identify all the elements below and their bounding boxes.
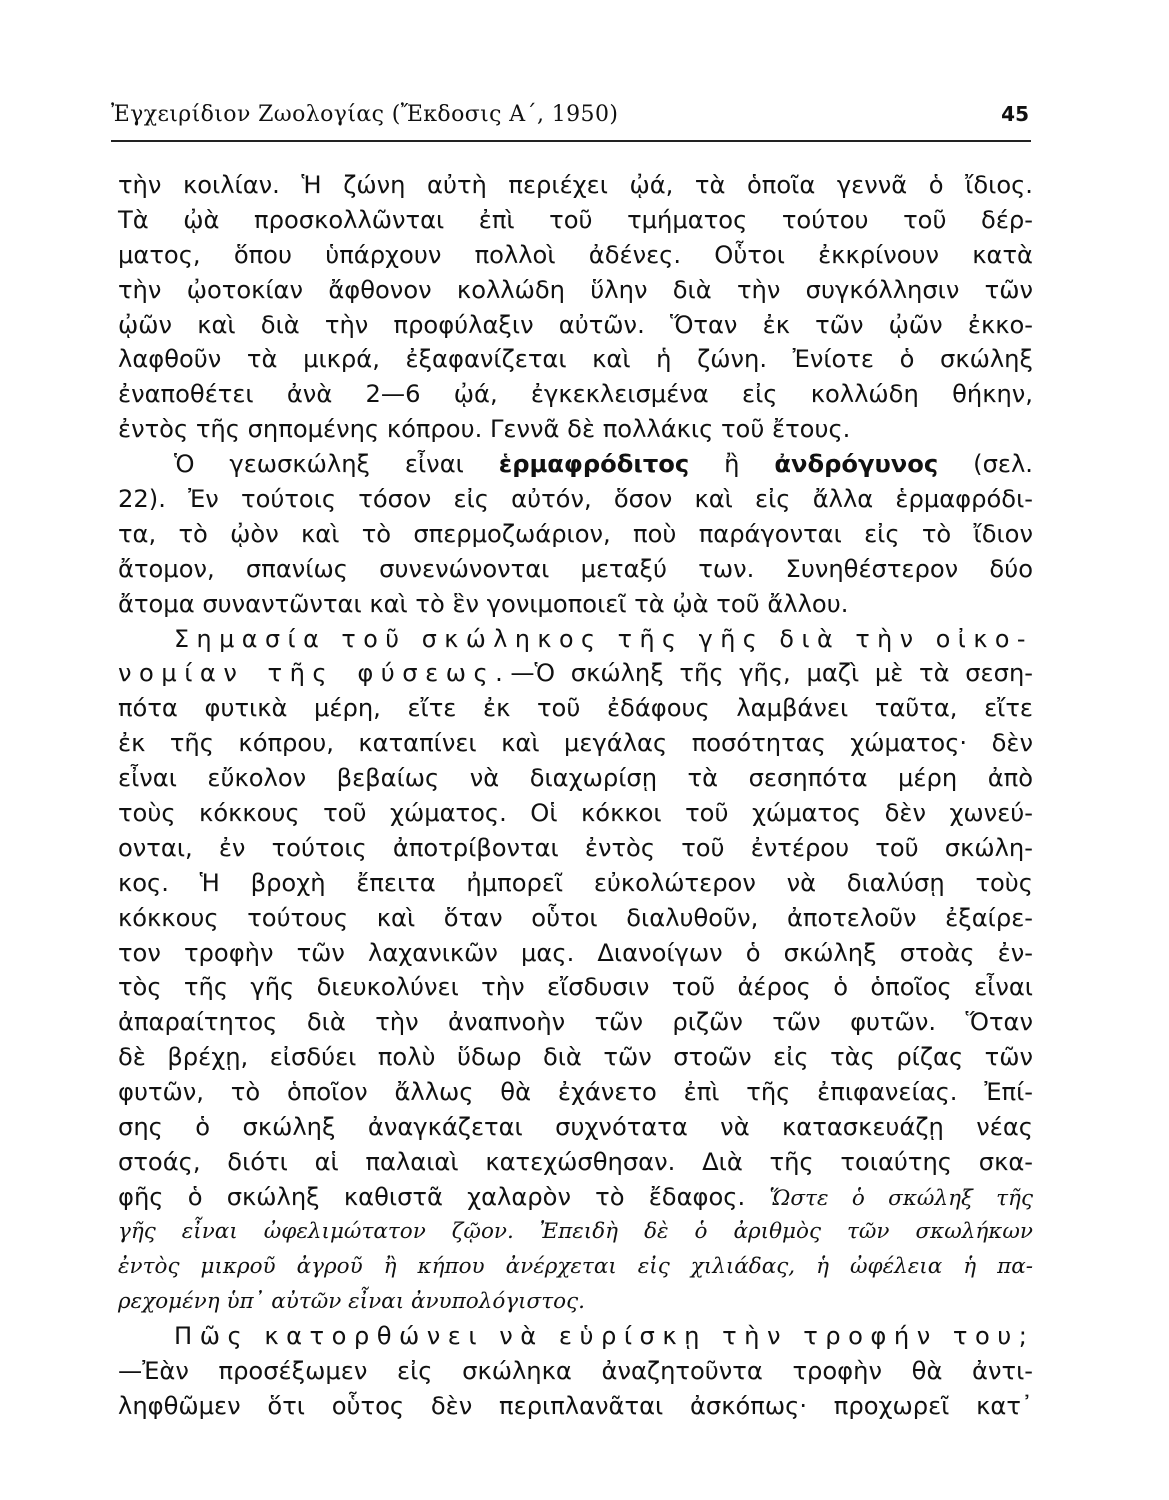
text-line: 22). Ἐν τούτοις τόσον εἰς αὐτόν, ὅσον καὶ εἰς ἄλλα ἑρμαφρόδι- <box>118 485 1033 514</box>
italic-line: ἐντὸς μικροῦ ἀγροῦ ἢ κήπου ἀνέρχεται εἰς χιλιάδας, ἡ ὠφέλεια ἡ πα- <box>118 1253 1033 1279</box>
text-line: ἀπαραίτητος διὰ τὴν ἀναπνοὴν τῶν ριζῶν τῶν φυτῶν. Ὅταν <box>118 1008 1033 1037</box>
text-run: —Ὁ σκώληξ τῆς γῆς, μαζὶ μὲ τὰ σεση- <box>510 659 1034 688</box>
running-title: Ἐγχειρίδιον Ζωολογίας (Ἔκδοσις Α΄, 1950) <box>111 102 619 127</box>
text-line: ἐναποθέτει ἀνὰ 2—6 ᾠά, ἐγκεκλεισμένα εἰς κολλώδη θήκην, <box>118 380 1033 409</box>
text-line: ᾠῶν καὶ διὰ τὴν προφύλαξιν αὐτῶν. Ὅταν ἐκ τῶν ᾠῶν ἐκκο- <box>118 310 1033 339</box>
text-line: Τὰ ᾠὰ προσκολλῶνται ἐπὶ τοῦ τμήματος τούτου τοῦ δέρ- <box>118 205 1033 234</box>
text-line <box>118 1319 1033 1354</box>
spaced-heading: Σημασία τοῦ σκώληκος τῆς γῆς διὰ τὴν οἰκο- <box>174 624 1033 653</box>
text-line <box>118 622 1033 657</box>
text-line: τοὺς κόκκους τοῦ χώματος. Οἱ κόκκοι τοῦ χώματος δὲν χωνεύ- <box>118 799 1033 828</box>
text-line: τα, τὸ ᾠὸν καὶ τὸ σπερμοζωάριον, ποὺ παράγονται εἰς τὸ ἴδιον <box>118 519 1033 548</box>
text-run: ἢ <box>689 450 775 479</box>
spaced-heading: Πῶς κατορθώνει νὰ εὑρίσκῃ τὴν τροφήν του; <box>174 1322 1035 1351</box>
text-line: ματος, ὅπου ὑπάρχουν πολλοὶ ἀδένες. Οὗτοι ἐκκρίνουν κατὰ <box>118 240 1033 269</box>
page-number: 45 <box>1001 102 1029 126</box>
italic-run: Ὥστε ὁ σκώληξ τῆς <box>769 1185 1033 1211</box>
text-run: (σελ. <box>938 450 1033 479</box>
text-line: τὴν κοιλίαν. Ἡ ζώνη αὐτὴ περιέχει ᾠά, τὰ ὁποῖα γεννᾶ ὁ ἴδιος. <box>118 171 1033 199</box>
italic-line: γῆς εἶναι ὠφελιμώτατον ζῷον. Ἐπειδὴ δὲ ὁ ἀριθμὸς τῶν σκωλήκων <box>118 1218 1033 1244</box>
text-line: στοάς, διότι αἱ παλαιαὶ κατεχώσθησαν. Διὰ τῆς τοιαύτης σκα- <box>118 1147 1033 1176</box>
italic-line: ρεχομένη ὑπ᾿ αὐτῶν εἶναι ἀνυπολόγιστος. <box>118 1288 585 1314</box>
running-header <box>111 100 1031 142</box>
text-run: Ὁ γεωσκώληξ εἶναι <box>174 450 499 479</box>
text-line: ἐντὸς τῆς σηπομένης κόπρου. Γεννᾶ δὲ πολλάκις τοῦ ἔτους. <box>118 415 851 444</box>
text-line: ἄτομα συναντῶνται καὶ τὸ ἓν γονιμοποιεῖ τὰ ᾠὰ τοῦ ἄλλου. <box>118 589 849 618</box>
text-line: ἄτομον, σπανίως συνενώνονται μεταξύ των. Συνηθέστερον δύο <box>118 554 1033 583</box>
text-run: φῆς ὁ σκώληξ καθιστᾶ χαλαρὸν τὸ ἔδαφος. <box>118 1182 770 1211</box>
text-line <box>118 447 1033 482</box>
text-line: —Ἐὰν προσέξωμεν εἰς σκώληκα ἀναζητοῦντα τροφὴν θὰ ἀντι- <box>118 1357 1033 1386</box>
text-line: φυτῶν, τὸ ὁποῖον ἄλλως θὰ ἐχάνετο ἐπὶ τῆς ἐπιφανείας. Ἐπί- <box>118 1078 1033 1107</box>
body-text <box>118 168 1033 1424</box>
text-line: ἐκ τῆς κόπρου, καταπίνει καὶ μεγάλας ποσότητας χώματος· δὲν <box>118 729 1033 758</box>
bold-term-hermaphrodite: ἑρμαφρόδιτος <box>498 450 690 479</box>
text-line: εἶναι εὔκολον βεβαίως νὰ διαχωρίσῃ τὰ σεσηπότα μέρη ἀπὸ <box>118 764 1033 793</box>
text-line: τὸς τῆς γῆς διευκολύνει τὴν εἴσδυσιν τοῦ ἀέρος ὁ ὁποῖος εἶναι <box>118 973 1033 1002</box>
text-line: τὴν ᾠοτοκίαν ἄφθονον κολλώδη ὕλην διὰ τὴν συγκόλλησιν τῶν <box>118 275 1033 304</box>
text-line <box>118 1180 1033 1215</box>
text-line: δὲ βρέχῃ, εἰσδύει πολὺ ὕδωρ διὰ τῶν στοῶν εἰς τὰς ρίζας τῶν <box>118 1043 1033 1072</box>
text-line: ληφθῶμεν ὅτι οὗτος δὲν περιπλανᾶται ἀσκόπως· προχωρεῖ κατ᾿ <box>118 1392 1033 1421</box>
spaced-heading: νομίαν τῆς φύσεως. <box>118 659 511 688</box>
text-line: ονται, ἐν τούτοις ἀποτρίβονται ἐντὸς τοῦ ἐντέρου τοῦ σκώλη- <box>118 833 1033 862</box>
text-line: λαφθοῦν τὰ μικρά, ἐξαφανίζεται καὶ ἡ ζώνη. Ἐνίοτε ὁ σκώληξ <box>118 345 1033 374</box>
text-line: πότα φυτικὰ μέρη, εἴτε ἐκ τοῦ ἐδάφους λαμβάνει ταῦτα, εἴτε <box>118 694 1033 723</box>
text-line: κος. Ἡ βροχὴ ἔπειτα ἠμπορεῖ εὐκολώτερον νὰ διαλύσῃ τοὺς <box>118 868 1033 897</box>
text-line: τον τροφὴν τῶν λαχανικῶν μας. Διανοίγων ὁ σκώληξ στοὰς ἐν- <box>118 938 1033 967</box>
text-line <box>118 656 1033 691</box>
bold-term-androgynous: ἀνδρόγυνος <box>774 450 939 479</box>
text-line: κόκκους τούτους καὶ ὅταν οὗτοι διαλυθοῦν, ἀποτελοῦν ἐξαίρε- <box>118 903 1033 932</box>
text-line: σης ὁ σκώληξ ἀναγκάζεται συχνότατα νὰ κατασκευάζῃ νέας <box>118 1113 1033 1142</box>
